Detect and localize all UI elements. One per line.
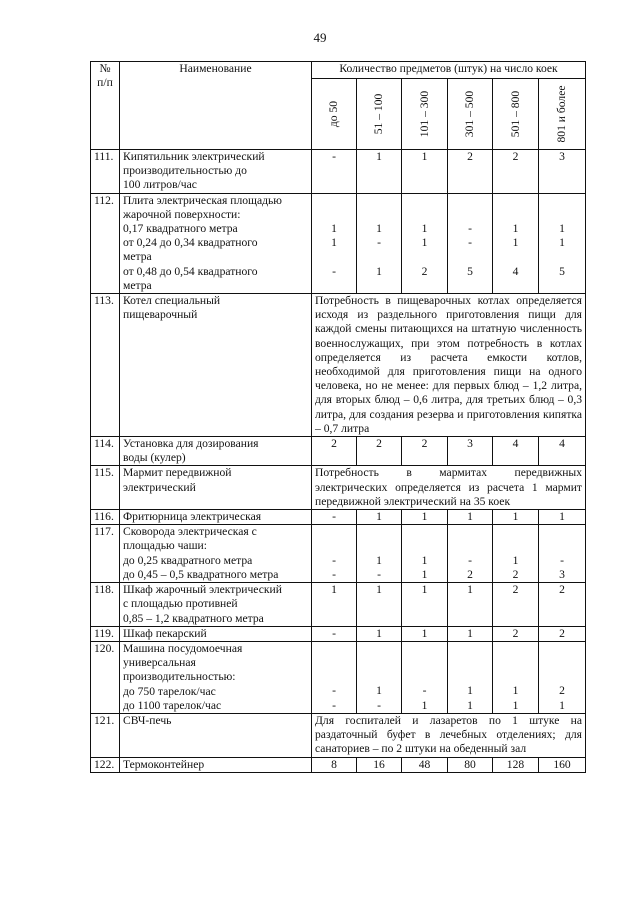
header-num: № п/п — [91, 62, 120, 150]
qty-value — [405, 525, 444, 539]
row-number: 122. — [91, 757, 120, 772]
row-name — [120, 525, 312, 583]
row-name-line: Машина посудомоечная — [123, 641, 243, 655]
row-name-line: Котел специальный — [123, 294, 221, 308]
qty-value: 1 — [331, 583, 337, 597]
qty-value: 16 — [373, 757, 385, 771]
row-name-line: Термоконтейнер — [123, 757, 205, 771]
row-name-line: производительностью: — [123, 670, 236, 684]
qty-value — [451, 656, 489, 670]
qty-value — [405, 279, 444, 293]
qty-value — [542, 539, 582, 553]
row-name-line: Сковорода электрическая с — [123, 525, 257, 539]
qty-value: 1 — [467, 626, 473, 640]
qty-cell — [539, 641, 586, 713]
qty-value — [451, 525, 489, 539]
qty-cell — [539, 150, 586, 194]
qty-value: 2 — [376, 437, 382, 451]
header-col-6: 801 и более — [539, 79, 586, 150]
qty-value — [542, 194, 582, 208]
qty-cell — [357, 641, 402, 713]
row-name-line: 100 литров/час — [123, 178, 197, 192]
qty-value — [496, 539, 535, 553]
qty-value — [315, 656, 353, 670]
qty-cell — [402, 510, 448, 525]
qty-cell — [402, 757, 448, 772]
qty-value: 2 — [467, 567, 473, 581]
row-number: 114. — [91, 437, 120, 466]
row-name-line: СВЧ-печь — [123, 713, 172, 727]
qty-value — [451, 194, 489, 208]
row-name — [120, 713, 312, 757]
qty-value: - — [332, 698, 336, 712]
qty-value: - — [332, 553, 336, 567]
qty-cell — [357, 626, 402, 641]
qty-value: 3 — [559, 567, 565, 581]
qty-value: 1 — [376, 221, 382, 235]
row-name-line: Шкаф пекарский — [123, 626, 207, 640]
qty-cell — [402, 583, 448, 627]
qty-cell — [493, 193, 539, 293]
qty-cell — [357, 583, 402, 627]
qty-value — [360, 194, 398, 208]
row-name-line: 0,85 – 1,2 квадратного метра — [123, 611, 264, 625]
qty-value: 8 — [331, 757, 337, 771]
qty-value — [360, 525, 398, 539]
qty-value — [496, 194, 535, 208]
qty-cell — [402, 150, 448, 194]
row-name-line: универсальная — [123, 656, 196, 670]
qty-value: 1 — [559, 698, 565, 712]
qty-value — [542, 642, 582, 656]
header-name: Наименование — [120, 62, 312, 150]
qty-value: 1 — [421, 553, 428, 567]
qty-cell — [312, 510, 357, 525]
qty-value — [315, 208, 353, 222]
qty-value — [542, 250, 582, 264]
qty-cell — [312, 150, 357, 194]
row-name-line: до 1100 тарелок/час — [123, 698, 222, 712]
qty-value: - — [332, 510, 336, 524]
qty-value: - — [332, 264, 336, 278]
qty-cell — [539, 193, 586, 293]
qty-value — [405, 194, 444, 208]
qty-value: - — [560, 553, 564, 567]
qty-value: - — [422, 684, 427, 698]
qty-value: 1 — [467, 583, 473, 597]
row-name-line: до 750 тарелок/час — [123, 684, 216, 698]
row-name-line: Фритюрница электрическая — [123, 510, 262, 524]
qty-value — [315, 279, 353, 293]
qty-value: 1 — [421, 698, 428, 712]
qty-value: 1 — [421, 626, 428, 640]
qty-cell — [448, 757, 493, 772]
qty-cell — [402, 626, 448, 641]
qty-cell — [493, 583, 539, 627]
qty-value: 2 — [512, 583, 519, 597]
qty-value: 48 — [418, 757, 431, 771]
qty-cell — [402, 437, 448, 466]
qty-value — [360, 250, 398, 264]
qty-value: 3 — [559, 150, 565, 163]
qty-value — [360, 539, 398, 553]
qty-value — [542, 670, 582, 684]
table-row — [91, 757, 586, 772]
qty-value: 2 — [559, 583, 565, 597]
qty-cell — [539, 583, 586, 627]
table-row — [91, 437, 586, 466]
qty-cell — [448, 626, 493, 641]
qty-value — [405, 670, 444, 684]
qty-cell — [448, 437, 493, 466]
qty-value — [360, 642, 398, 656]
row-note: Потребность в мармитах передвижных электрических определяется из расчета 1 мармит передвижной электрический на 35 коек — [312, 466, 586, 510]
row-number: 119. — [91, 626, 120, 641]
row-name — [120, 466, 312, 510]
row-name-line: 0,17 квадратного метра — [123, 222, 238, 236]
qty-value: 1 — [376, 510, 382, 524]
row-name-line: от 0,48 до 0,54 квадратного — [123, 264, 258, 278]
qty-cell — [493, 626, 539, 641]
row-name-line: метра — [123, 250, 152, 264]
qty-value: 1 — [376, 626, 382, 640]
qty-value — [315, 194, 353, 208]
qty-value: - — [332, 567, 336, 581]
qty-cell — [448, 150, 493, 194]
qty-value — [451, 642, 489, 656]
qty-value — [405, 539, 444, 553]
qty-value: - — [377, 567, 381, 581]
qty-cell — [493, 757, 539, 772]
qty-cell — [402, 641, 448, 713]
qty-value: - — [332, 684, 336, 698]
row-name-line: жарочной поверхности: — [123, 207, 241, 221]
qty-value — [542, 656, 582, 670]
row-number: 111. — [91, 150, 120, 194]
qty-value — [451, 279, 489, 293]
qty-value — [496, 208, 535, 222]
qty-value: 1 — [421, 150, 428, 163]
row-name-line: электрический — [123, 480, 196, 494]
qty-value: 1 — [512, 698, 519, 712]
qty-value — [496, 250, 535, 264]
qty-value: 1 — [376, 583, 382, 597]
qty-cell — [539, 525, 586, 583]
qty-value: 1 — [559, 236, 565, 250]
qty-value: 1 — [331, 236, 337, 250]
qty-value — [451, 670, 489, 684]
equipment-table — [90, 61, 586, 773]
qty-cell — [493, 525, 539, 583]
qty-value: 1 — [512, 510, 519, 524]
row-number: 117. — [91, 525, 120, 583]
qty-cell — [357, 150, 402, 194]
qty-value: 1 — [559, 221, 565, 235]
row-name-line: пищеварочный — [123, 308, 198, 322]
qty-value — [315, 670, 353, 684]
qty-value: 1 — [467, 510, 473, 524]
qty-value: - — [377, 698, 381, 712]
row-name-line: производительностью до — [123, 164, 247, 178]
row-name-line: Кипятильник электрический — [123, 150, 265, 163]
qty-cell — [448, 525, 493, 583]
row-name — [120, 583, 312, 627]
qty-value: 1 — [421, 510, 428, 524]
qty-value: 2 — [512, 567, 519, 581]
qty-value: - — [377, 236, 381, 250]
row-name — [120, 294, 312, 437]
qty-value — [542, 525, 582, 539]
qty-value: 1 — [467, 684, 473, 698]
header-col-3: 101 – 300 — [402, 79, 448, 150]
row-name-line: Плита электрическая площадью — [123, 193, 282, 207]
table-body — [91, 150, 586, 773]
qty-cell — [312, 193, 357, 293]
qty-cell — [539, 626, 586, 641]
qty-value: 4 — [512, 437, 519, 451]
qty-value: - — [468, 221, 472, 235]
row-name-line: Мармит передвижной — [123, 466, 232, 480]
qty-value: - — [332, 150, 336, 163]
row-number: 116. — [91, 510, 120, 525]
qty-value: 1 — [331, 221, 337, 235]
table-row — [91, 626, 586, 641]
qty-value — [360, 208, 398, 222]
qty-value: 1 — [421, 583, 428, 597]
table-row — [91, 294, 586, 437]
table-row — [91, 466, 586, 510]
qty-value: 160 — [553, 757, 571, 771]
qty-value — [542, 208, 582, 222]
qty-value — [496, 525, 535, 539]
table-row — [91, 583, 586, 627]
qty-cell — [312, 757, 357, 772]
table-row — [91, 193, 586, 293]
table-row — [91, 510, 586, 525]
qty-value — [405, 250, 444, 264]
qty-value — [451, 250, 489, 264]
row-name-line: Шкаф жарочный электрический — [123, 583, 282, 597]
row-note: Для госпиталей и лазаретов по 1 штуке на раздаточный буфет в лечебных отделениях; для санаториев – по 2 штуки на обеденный зал — [312, 713, 586, 757]
qty-cell — [539, 510, 586, 525]
qty-value — [405, 642, 444, 656]
qty-value — [405, 208, 444, 222]
qty-cell — [448, 193, 493, 293]
page-number: 49 — [313, 30, 327, 45]
table-row — [91, 641, 586, 713]
qty-value: 2 — [559, 626, 565, 640]
row-number: 120. — [91, 641, 120, 713]
qty-value: 2 — [512, 626, 519, 640]
qty-cell — [357, 193, 402, 293]
qty-value: 4 — [559, 437, 565, 451]
qty-value: 128 — [506, 757, 525, 771]
row-name — [120, 150, 312, 194]
qty-cell — [493, 437, 539, 466]
qty-cell — [448, 641, 493, 713]
qty-cell — [539, 437, 586, 466]
qty-value — [496, 670, 535, 684]
row-number: 121. — [91, 713, 120, 757]
qty-cell — [402, 193, 448, 293]
qty-value — [451, 539, 489, 553]
row-name-line: с площадью противней — [123, 597, 238, 611]
row-name-line: до 0,45 – 0,5 квадратного метра — [123, 567, 279, 581]
qty-cell — [402, 525, 448, 583]
row-name — [120, 437, 312, 466]
row-name-line: до 0,25 квадратного метра — [123, 553, 253, 567]
qty-value: 80 — [464, 757, 476, 771]
qty-value: 1 — [512, 553, 519, 567]
qty-value: 2 — [559, 684, 565, 698]
qty-value — [360, 279, 398, 293]
qty-cell — [448, 510, 493, 525]
qty-value — [360, 670, 398, 684]
qty-cell — [357, 757, 402, 772]
row-name-line: воды (кулер) — [123, 451, 186, 465]
qty-value — [315, 642, 353, 656]
qty-value: - — [332, 626, 336, 640]
row-name-line: от 0,24 до 0,34 квадратного — [123, 236, 258, 250]
qty-cell — [312, 437, 357, 466]
qty-cell — [357, 437, 402, 466]
qty-cell — [357, 525, 402, 583]
qty-value: 4 — [512, 264, 519, 278]
row-number: 115. — [91, 466, 120, 510]
row-name-line: метра — [123, 278, 152, 292]
qty-value — [315, 539, 353, 553]
qty-value — [542, 279, 582, 293]
qty-value — [496, 279, 535, 293]
qty-value — [405, 656, 444, 670]
table-row — [91, 525, 586, 583]
row-name-line: площадью чаши: — [123, 539, 207, 553]
qty-value: 2 — [512, 150, 519, 163]
qty-value: 3 — [467, 437, 473, 451]
row-number: 112. — [91, 193, 120, 293]
qty-value: 1 — [559, 510, 565, 524]
row-note: Потребность в пищеварочных котлах определяется исходя из раздельного приготовления пищи для каждой смены питающихся на штатную численность военнослужащих, при этом потребность в котлах определяется из расчета емкости котлов, необходимой для приготовления пищи на одного человека, но не менее: для первых блюд – 1,2 литра, для вторых блюд – 0,6 литра, для третьих блюд – 0,3 литра, для создания резерва и приготовления кипятка – 0,7 литра — [312, 294, 586, 437]
qty-value — [315, 250, 353, 264]
row-name — [120, 641, 312, 713]
qty-value: 1 — [467, 698, 473, 712]
qty-value: 1 — [421, 236, 428, 250]
table-row — [91, 713, 586, 757]
qty-value — [451, 208, 489, 222]
header-col-1: до 50 — [312, 79, 357, 150]
qty-value — [496, 642, 535, 656]
qty-value: 1 — [376, 684, 382, 698]
row-number: 118. — [91, 583, 120, 627]
qty-cell — [448, 583, 493, 627]
qty-value: 1 — [376, 553, 382, 567]
qty-value: 5 — [467, 264, 473, 278]
qty-value: 2 — [331, 437, 337, 451]
qty-cell — [312, 626, 357, 641]
qty-value: 5 — [559, 264, 565, 278]
qty-value: 1 — [512, 684, 519, 698]
qty-value: 1 — [421, 567, 428, 581]
qty-cell — [357, 510, 402, 525]
qty-value: 1 — [421, 221, 428, 235]
qty-value: - — [468, 236, 472, 250]
header-group: Количество предметов (штук) на число коек — [312, 62, 586, 79]
qty-cell — [539, 757, 586, 772]
qty-cell — [312, 641, 357, 713]
qty-value — [496, 656, 535, 670]
qty-cell — [493, 641, 539, 713]
qty-cell — [312, 525, 357, 583]
row-name — [120, 626, 312, 641]
qty-value — [360, 656, 398, 670]
row-name — [120, 193, 312, 293]
row-name — [120, 510, 312, 525]
row-name — [120, 757, 312, 772]
table-row — [91, 150, 586, 194]
row-name-line: Установка для дозирования — [123, 437, 259, 451]
qty-value: 2 — [467, 150, 473, 163]
qty-cell — [493, 150, 539, 194]
qty-cell — [312, 583, 357, 627]
qty-value: 1 — [512, 236, 519, 250]
header-col-2: 51 – 100 — [357, 79, 402, 150]
qty-value: - — [468, 553, 472, 567]
qty-value: 1 — [512, 221, 519, 235]
qty-cell — [493, 510, 539, 525]
header-col-4: 301 – 500 — [448, 79, 493, 150]
qty-value: 1 — [376, 150, 382, 163]
qty-value: 2 — [421, 264, 428, 278]
header-col-5: 501 – 800 — [493, 79, 539, 150]
qty-value: 2 — [421, 437, 428, 451]
row-number: 113. — [91, 294, 120, 437]
qty-value — [315, 525, 353, 539]
qty-value: 1 — [376, 264, 382, 278]
